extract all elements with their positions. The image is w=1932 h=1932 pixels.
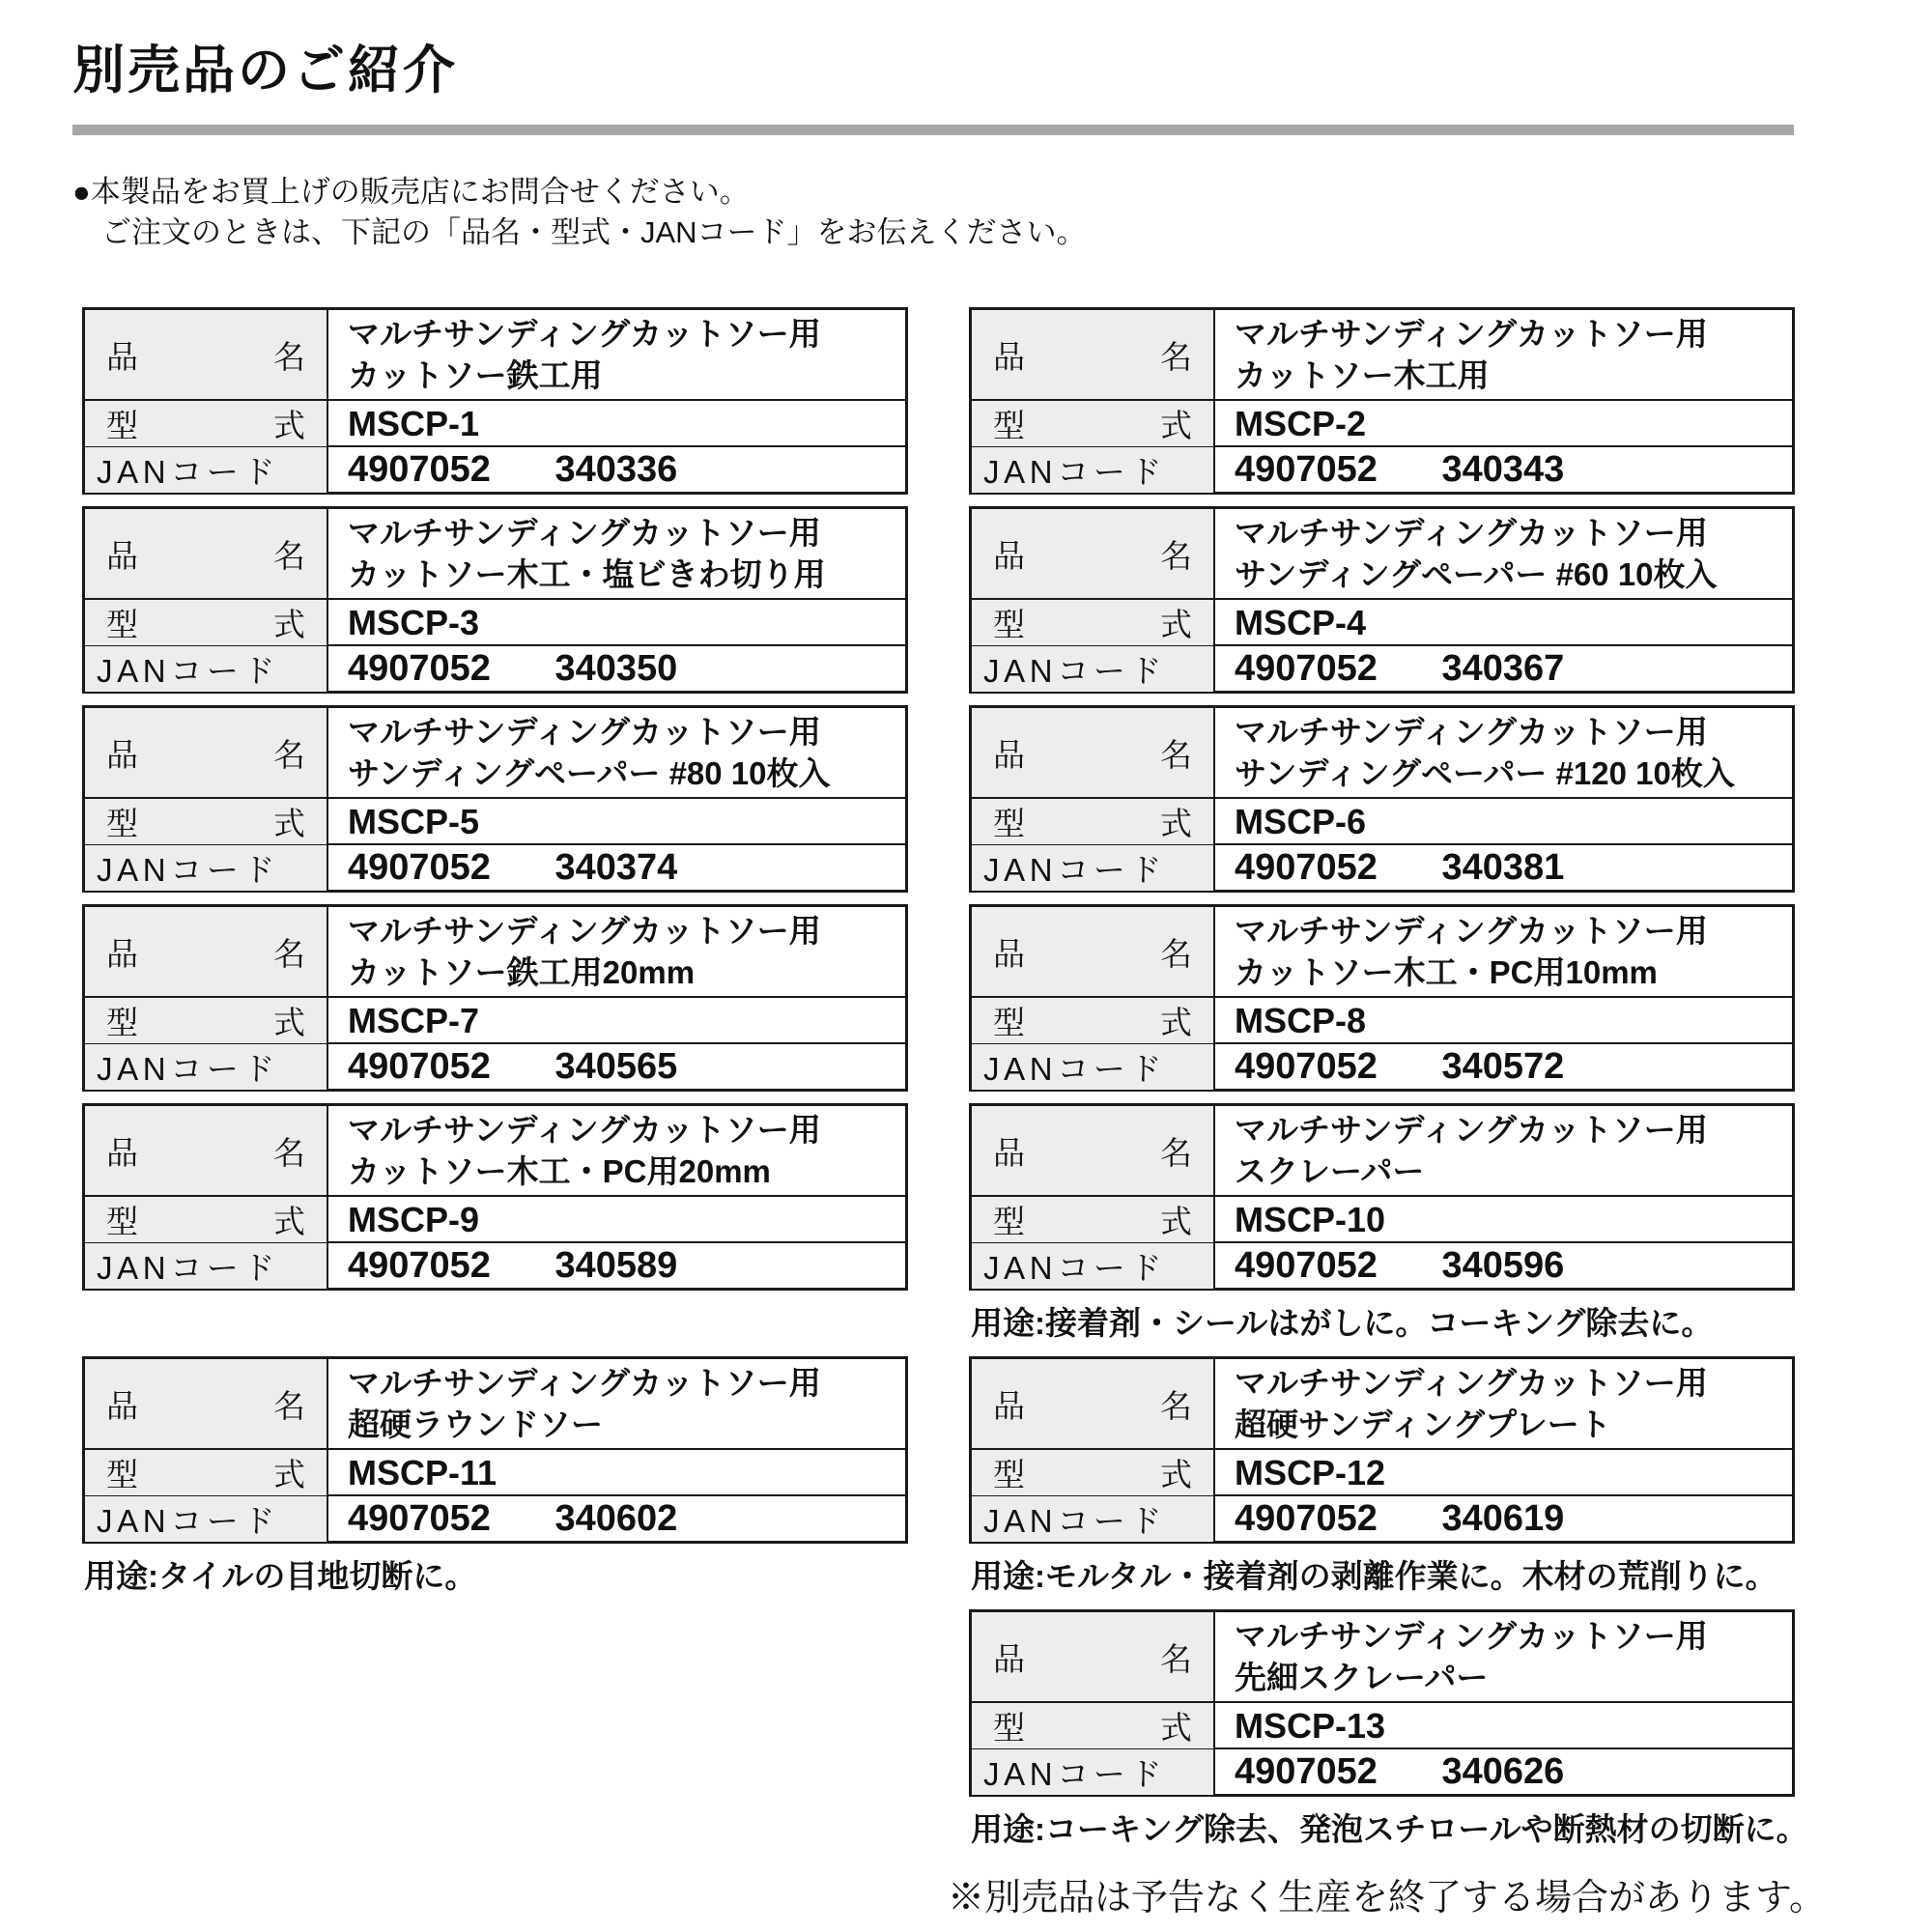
product-jan-code: 4907052 340572: [1235, 1046, 1565, 1087]
label-char: 型: [993, 1457, 1025, 1492]
product-name: マルチサンディングカットソー用 超硬サンディングプレート: [1235, 1365, 1708, 1442]
label-char: 名: [273, 736, 305, 773]
product-table-mscp-1: [82, 307, 908, 495]
model-label: [972, 1197, 1215, 1242]
left-column: [82, 307, 908, 1609]
product-name: マルチサンディングカットソー用 先細スクレーパー: [1235, 1618, 1708, 1695]
label-char: 品: [993, 935, 1025, 972]
label-text: JANコード: [983, 1051, 1167, 1087]
product-table-mscp-12: [969, 1356, 1795, 1544]
label-char: 名: [273, 1387, 305, 1424]
jan-label: [85, 1496, 328, 1542]
product-name: マルチサンディングカットソー用 超硬ラウンドソー: [348, 1365, 821, 1442]
label-char: 式: [1160, 408, 1192, 443]
jan-label: [972, 845, 1215, 891]
product-tables-area: [82, 307, 1932, 1862]
label-char: 品: [106, 1134, 138, 1171]
label-char: 品: [106, 537, 138, 574]
product-model: MSCP-3: [348, 602, 480, 642]
name-label: [85, 907, 328, 996]
product-jan-code: 4907052 340336: [348, 449, 678, 490]
product-jan-code: 4907052 340565: [348, 1046, 678, 1087]
product-jan-code: 4907052 340350: [348, 648, 678, 689]
product-name: マルチサンディングカットソー用 カットソー木工用: [1235, 316, 1708, 393]
product-model: MSCP-5: [348, 801, 480, 841]
label-char: 名: [1160, 1387, 1192, 1424]
jan-label: [972, 1749, 1215, 1795]
title-divider-bar: [72, 125, 1794, 135]
product-table-mscp-13: [969, 1609, 1795, 1797]
label-char: 品: [993, 736, 1025, 773]
label-char: 名: [273, 338, 305, 375]
product-table-mscp-6: [969, 705, 1795, 893]
name-label: [85, 310, 328, 399]
jan-label: [85, 447, 328, 493]
label-char: 型: [106, 408, 138, 443]
name-label: [85, 708, 328, 797]
label-char: 型: [993, 1710, 1025, 1746]
name-label: [972, 907, 1215, 996]
label-char: 品: [106, 736, 138, 773]
label-char: 名: [273, 537, 305, 574]
product-name: マルチサンディングカットソー用 カットソー鉄工用: [348, 316, 821, 393]
label-text: JANコード: [97, 653, 280, 689]
usage-note-mscp-11: 用途:タイルの目地切断に。: [84, 1558, 477, 1594]
label-char: 型: [106, 806, 138, 841]
product-table-mscp-5: [82, 705, 908, 893]
product-name: マルチサンディングカットソー用 カットソー鉄工用20mm: [348, 913, 821, 990]
product-table-mscp-10: [969, 1103, 1795, 1291]
right-column: [969, 307, 1808, 1862]
label-char: 式: [1160, 607, 1192, 642]
label-char: 式: [273, 408, 305, 443]
model-label: [85, 1197, 328, 1242]
label-char: 式: [1160, 1204, 1192, 1239]
product-jan-code: 4907052 340596: [1235, 1245, 1565, 1286]
label-char: 名: [273, 935, 305, 972]
label-char: 型: [993, 1204, 1025, 1239]
jan-label: [972, 1044, 1215, 1090]
product-jan-code: 4907052 340367: [1235, 648, 1565, 689]
model-label: [972, 1703, 1215, 1748]
model-label: [972, 600, 1215, 645]
model-label: [972, 998, 1215, 1043]
product-table-mscp-7: [82, 904, 908, 1092]
jan-label: [85, 1044, 328, 1090]
usage-note-mscp-12: 用途:モルタル・接着剤の剥離作業に。木材の荒削りに。: [971, 1558, 1777, 1594]
intro-text: [72, 172, 1932, 253]
label-char: 式: [273, 806, 305, 841]
label-char: 式: [1160, 1710, 1192, 1746]
label-char: 型: [106, 1005, 138, 1040]
label-text: JANコード: [983, 454, 1167, 490]
product-name: マルチサンディングカットソー用 サンディングペーパー #60 10枚入: [1235, 515, 1718, 592]
label-char: 型: [993, 1005, 1025, 1040]
label-char: 名: [1160, 935, 1192, 972]
jan-label: [85, 646, 328, 692]
jan-label: [972, 1496, 1215, 1542]
usage-note-mscp-10: 用途:接着剤・シールはがしに。コーキング除去に。: [971, 1305, 1714, 1341]
label-text: JANコード: [97, 454, 280, 490]
product-name: マルチサンディングカットソー用 サンディングペーパー #80 10枚入: [348, 714, 831, 791]
label-text: JANコード: [983, 1756, 1167, 1792]
model-label: [972, 799, 1215, 844]
label-text: JANコード: [97, 852, 280, 888]
product-jan-code: 4907052 340619: [1235, 1498, 1565, 1539]
name-label: [85, 509, 328, 598]
label-char: 品: [106, 338, 138, 375]
product-model: MSCP-9: [348, 1199, 480, 1239]
usage-note-mscp-13: 用途:コーキング除去、発泡スチロールや断熱材の切断に。: [971, 1811, 1808, 1847]
product-name: マルチサンディングカットソー用 カットソー木工・塩ビきわ切り用: [348, 515, 826, 592]
model-label: [85, 998, 328, 1043]
product-model: MSCP-11: [348, 1452, 497, 1492]
product-model: MSCP-4: [1235, 602, 1367, 642]
label-char: 品: [993, 1640, 1025, 1677]
name-label: [85, 1106, 328, 1195]
label-text: JANコード: [983, 1503, 1167, 1539]
product-jan-code: 4907052 340589: [348, 1245, 678, 1286]
label-char: 式: [273, 1457, 305, 1492]
model-label: [85, 799, 328, 844]
product-jan-code: 4907052 340626: [1235, 1751, 1565, 1792]
product-model: MSCP-13: [1235, 1705, 1386, 1746]
label-char: 式: [1160, 1457, 1192, 1492]
label-text: JANコード: [97, 1503, 280, 1539]
label-char: 型: [993, 607, 1025, 642]
product-table-mscp-11: [82, 1356, 908, 1544]
label-char: 式: [273, 1204, 305, 1239]
page-title: 別売品のご紹介: [72, 42, 458, 99]
label-text: JANコード: [97, 1051, 280, 1087]
label-char: 品: [993, 537, 1025, 574]
product-model: MSCP-6: [1235, 801, 1367, 841]
jan-label: [85, 845, 328, 891]
product-table-mscp-9: [82, 1103, 908, 1291]
product-model: MSCP-12: [1235, 1452, 1386, 1492]
label-char: 式: [1160, 806, 1192, 841]
name-label: [972, 1612, 1215, 1701]
product-model: MSCP-8: [1235, 1000, 1367, 1040]
jan-label: [972, 646, 1215, 692]
label-char: 型: [106, 1457, 138, 1492]
label-char: 型: [106, 607, 138, 642]
column-spacer: [82, 1302, 908, 1356]
jan-label: [85, 1243, 328, 1289]
label-char: 名: [1160, 1134, 1192, 1171]
name-label: [85, 1359, 328, 1448]
label-char: 式: [273, 1005, 305, 1040]
jan-label: [972, 447, 1215, 493]
label-text: JANコード: [983, 852, 1167, 888]
label-char: 品: [106, 935, 138, 972]
label-char: 名: [1160, 338, 1192, 375]
label-char: 型: [106, 1204, 138, 1239]
discontinuation-note: ※別売品は予告なく生産を終了する場合があります。: [948, 1878, 1826, 1918]
product-jan-code: 4907052 340602: [348, 1498, 678, 1539]
label-char: 品: [993, 338, 1025, 375]
product-table-mscp-4: [969, 506, 1795, 694]
product-model: MSCP-10: [1235, 1199, 1386, 1239]
label-char: 名: [1160, 736, 1192, 773]
name-label: [972, 1359, 1215, 1448]
product-model: MSCP-2: [1235, 403, 1367, 443]
product-model: MSCP-1: [348, 403, 480, 443]
product-table-mscp-2: [969, 307, 1795, 495]
label-char: 型: [993, 806, 1025, 841]
product-jan-code: 4907052 340374: [348, 847, 678, 888]
jan-label: [972, 1243, 1215, 1289]
product-table-mscp-8: [969, 904, 1795, 1092]
product-jan-code: 4907052 340381: [1235, 847, 1565, 888]
label-char: 名: [1160, 537, 1192, 574]
name-label: [972, 1106, 1215, 1195]
model-label: [85, 401, 328, 446]
label-text: JANコード: [983, 653, 1167, 689]
product-table-mscp-3: [82, 506, 908, 694]
product-name: マルチサンディングカットソー用 スクレーパー: [1235, 1112, 1708, 1189]
model-label: [972, 401, 1215, 446]
model-label: [85, 1450, 328, 1495]
model-label: [85, 600, 328, 645]
label-char: 名: [273, 1134, 305, 1171]
label-text: JANコード: [97, 1250, 280, 1286]
intro-line-2: ご注文のときは、下記の「品名・型式・JANコード」をお伝えください。: [101, 215, 1087, 249]
label-char: 式: [1160, 1005, 1192, 1040]
name-label: [972, 310, 1215, 399]
label-char: 型: [993, 408, 1025, 443]
label-char: 品: [106, 1387, 138, 1424]
model-label: [972, 1450, 1215, 1495]
name-label: [972, 708, 1215, 797]
label-char: 式: [273, 607, 305, 642]
product-jan-code: 4907052 340343: [1235, 449, 1565, 490]
label-char: 品: [993, 1387, 1025, 1424]
intro-line-1: ●本製品をお買上げの販売店にお問合せください。: [72, 175, 750, 209]
label-char: 品: [993, 1134, 1025, 1171]
product-name: マルチサンディングカットソー用 カットソー木工・PC用10mm: [1235, 913, 1708, 990]
product-model: MSCP-7: [348, 1000, 480, 1040]
name-label: [972, 509, 1215, 598]
product-name: マルチサンディングカットソー用 カットソー木工・PC用20mm: [348, 1112, 821, 1189]
product-name: マルチサンディングカットソー用 サンディングペーパー #120 10枚入: [1235, 714, 1735, 791]
label-char: 名: [1160, 1640, 1192, 1677]
label-text: JANコード: [983, 1250, 1167, 1286]
